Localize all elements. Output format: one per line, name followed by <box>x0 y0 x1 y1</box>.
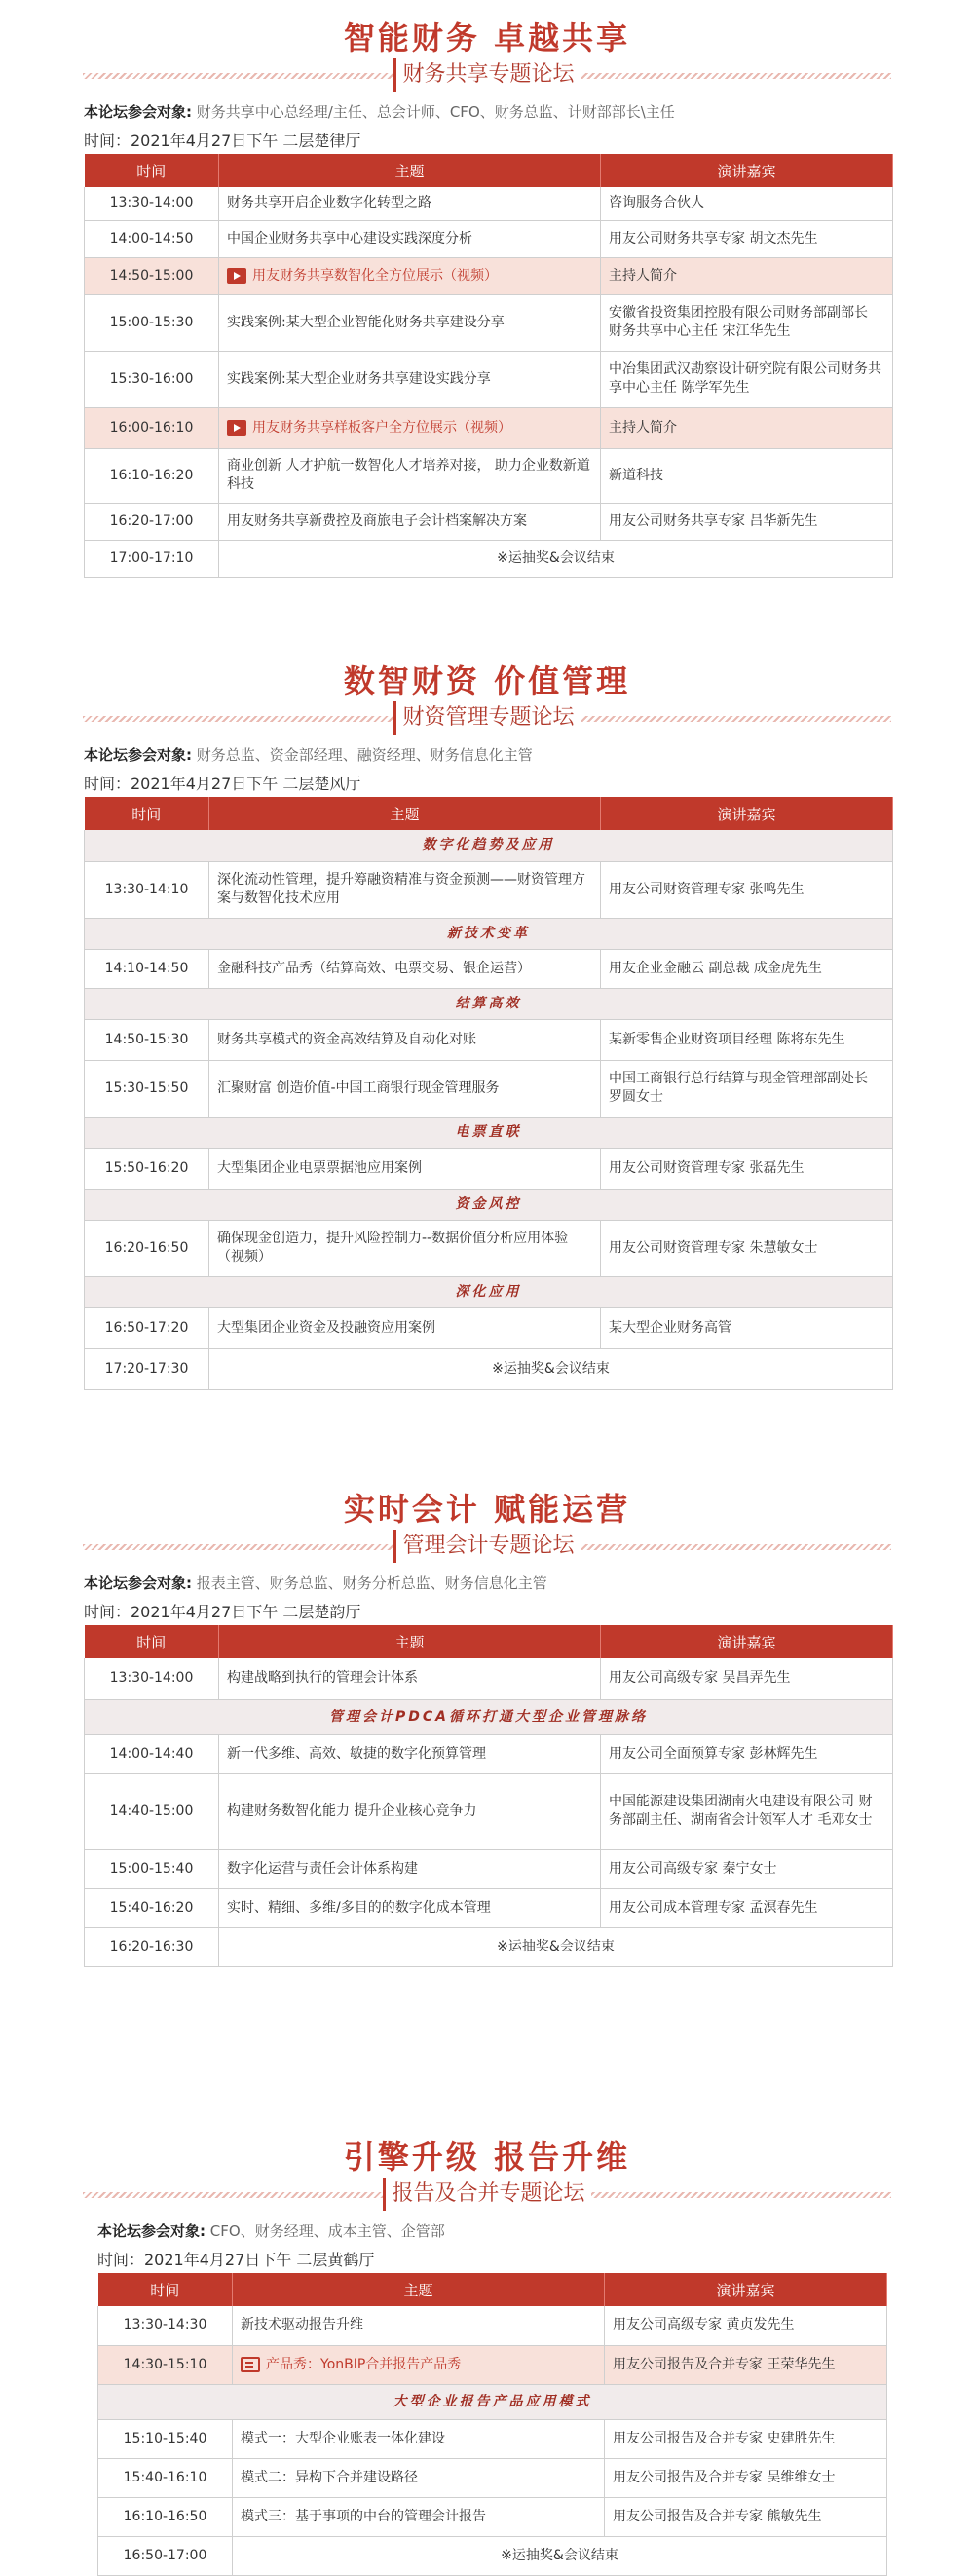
table-row <box>85 1734 893 1773</box>
row-topic: 财务共享模式的资金高效结算及自动化对账 <box>209 1019 601 1060</box>
table-row <box>85 1888 893 1927</box>
row-time: 16:10-16:20 <box>85 448 219 503</box>
row-speaker: 用友公司财资管理专家 张鸣先生 <box>601 861 893 918</box>
row-time: 17:00-17:10 <box>85 540 219 577</box>
header-speaker: 演讲嘉宾 <box>605 2273 887 2306</box>
category-label: 电票直联 <box>85 1117 893 1148</box>
header-topic: 主题 <box>219 154 601 187</box>
row-speaker: 用友公司全面预算专家 彭林辉先生 <box>601 1734 893 1773</box>
header-topic: 主题 <box>233 2273 605 2306</box>
row-speaker: 用友公司财务共享专家 胡文杰先生 <box>601 220 893 257</box>
header-topic: 主题 <box>209 797 601 830</box>
row-time: 16:50-17:20 <box>85 1307 209 1348</box>
table-header-row <box>85 797 893 830</box>
table-row-video <box>85 407 893 448</box>
header-topic: 主题 <box>219 1625 601 1658</box>
row-time: 15:30-16:00 <box>85 351 219 407</box>
table-row <box>85 351 893 407</box>
category-row <box>85 1117 893 1148</box>
row-speaker: 用友公司财资管理专家 张磊先生 <box>601 1148 893 1189</box>
table-row <box>85 861 893 918</box>
forum-title: 实时会计 赋能运营 <box>343 1491 631 1528</box>
product-show-icon <box>241 2357 260 2372</box>
row-speaker: 主持人简介 <box>601 257 893 294</box>
row-topic: 模式二：异构下合并建设路径 <box>233 2458 605 2497</box>
row-topic: 数字化运营与责任会计体系构建 <box>219 1849 601 1888</box>
row-topic: 汇聚财富 创造价值-中国工商银行现金管理服务 <box>209 1060 601 1117</box>
row-time: 17:20-17:30 <box>85 1348 209 1389</box>
row-speaker: 用友公司高级专家 吴昌弄先生 <box>601 1658 893 1699</box>
audience-line <box>97 2220 974 2246</box>
table-header-row <box>85 1625 893 1658</box>
row-time: 14:00-14:40 <box>85 1734 219 1773</box>
row-time: 15:50-16:20 <box>85 1148 209 1189</box>
row-topic: 财务共享开启企业数字化转型之路 <box>219 187 601 220</box>
row-time: 14:30-15:10 <box>98 2345 233 2384</box>
table-row <box>85 448 893 503</box>
category-label: 大型企业报告产品应用模式 <box>98 2384 887 2419</box>
audience-line <box>84 101 974 127</box>
table-row <box>85 1773 893 1849</box>
audience-label: 本论坛参会对象: <box>84 103 192 121</box>
forum-title: 引擎升级 报告升维 <box>343 2139 631 2176</box>
row-speaker: 用友公司报告及合并专家 吴维维女士 <box>605 2458 887 2497</box>
agenda-table <box>84 797 893 1390</box>
row-time: 15:00-15:30 <box>85 294 219 351</box>
row-time: 14:50-15:00 <box>85 257 219 294</box>
row-topic: 新技术驱动报告升维 <box>233 2306 605 2345</box>
forum-section-3 <box>0 1471 974 2119</box>
table-row <box>98 2458 887 2497</box>
row-topic: 大型集团企业电票票据池应用案例 <box>209 1148 601 1189</box>
category-label: 结算高效 <box>85 988 893 1019</box>
audience-value: CFO、财务经理、成本主管、企管部 <box>209 2222 445 2240</box>
audience-value: 报表主管、财务总监、财务分析总监、财务信息化主管 <box>196 1574 547 1592</box>
row-speaker: 用友公司高级专家 秦宁女士 <box>601 1849 893 1888</box>
table-row <box>85 1307 893 1348</box>
table-row <box>85 1658 893 1699</box>
row-topic: 实践案例:某大型企业智能化财务共享建设分享 <box>219 294 601 351</box>
row-topic: 新一代多维、高效、敏捷的数字化预算管理 <box>219 1734 601 1773</box>
category-row <box>85 988 893 1019</box>
table-row <box>85 1060 893 1117</box>
row-time: 16:10-16:50 <box>98 2497 233 2536</box>
table-row <box>85 503 893 540</box>
table-row-video <box>85 257 893 294</box>
row-speaker: 用友公司成本管理专家 孟溟春先生 <box>601 1888 893 1927</box>
row-time: 15:10-15:40 <box>98 2419 233 2458</box>
audience-value: 财务共享中心总经理/主任、总会计师、CFO、财务总监、计财部部长\主任 <box>196 103 675 121</box>
row-topic: 实践案例:某大型企业财务共享建设实践分享 <box>219 351 601 407</box>
row-time: 15:40-16:20 <box>85 1888 219 1927</box>
row-speaker: 新道科技 <box>601 448 893 503</box>
row-topic-text: 用友财务共享样板客户全方位展示（视频） <box>252 419 511 436</box>
table-row <box>85 187 893 220</box>
category-label: 数字化趋势及应用 <box>85 830 893 861</box>
row-topic-text: 用友财务共享数智化全方位展示（视频） <box>252 267 498 284</box>
category-row <box>98 2384 887 2419</box>
row-time: 14:40-15:00 <box>85 1773 219 1849</box>
row-topic: 金融科技产品秀（结算高效、电票交易、银企运营） <box>209 949 601 988</box>
header-speaker: 演讲嘉宾 <box>601 154 893 187</box>
table-row <box>85 1148 893 1189</box>
row-topic <box>219 257 601 294</box>
row-time: 14:50-15:30 <box>85 1019 209 1060</box>
row-topic <box>233 2345 605 2384</box>
category-row <box>85 1189 893 1220</box>
forum-time: 时间：2021年4月27日下午 二层黄鹤厅 <box>97 2251 375 2269</box>
header-speaker: 演讲嘉宾 <box>601 797 893 830</box>
forum-title: 数智财资 价值管理 <box>343 663 631 700</box>
table-row <box>85 1849 893 1888</box>
row-speaker: 中国能源建设集团湖南火电建设有限公司 财务部副主任、湖南省会计领军人才 毛邓女士 <box>601 1773 893 1849</box>
row-time: 16:00-16:10 <box>85 407 219 448</box>
forum-subtitle: 管理会计专题论坛 <box>393 1530 580 1563</box>
row-speaker: 用友公司财务共享专家 吕华新先生 <box>601 503 893 540</box>
audience-label: 本论坛参会对象: <box>97 2222 206 2240</box>
end-text: ※运抽奖&会议结束 <box>219 1927 893 1966</box>
category-row <box>85 1699 893 1734</box>
audience-line <box>84 1572 974 1598</box>
category-label: 深化应用 <box>85 1276 893 1307</box>
table-header-row <box>85 154 893 187</box>
row-time: 13:30-14:00 <box>85 187 219 220</box>
row-time: 14:00-14:50 <box>85 220 219 257</box>
table-row <box>98 2497 887 2536</box>
forum-subtitle-bar <box>83 1530 891 1563</box>
header-time: 时间 <box>98 2273 233 2306</box>
category-row <box>85 830 893 861</box>
row-speaker: 主持人简介 <box>601 407 893 448</box>
table-row <box>85 1019 893 1060</box>
forum-section-1 <box>0 0 974 643</box>
row-topic: 深化流动性管理，提升筹融资精准与资金预测——财资管理方案与数智化技术应用 <box>209 861 601 918</box>
forum-subtitle-bar <box>83 58 891 92</box>
forum-subtitle: 财资管理专题论坛 <box>393 701 580 735</box>
table-row-product <box>98 2345 887 2384</box>
row-speaker: 安徽省投资集团控股有限公司财务部副部长 财务共享中心主任 宋江华先生 <box>601 294 893 351</box>
category-row <box>85 1276 893 1307</box>
row-topic: 中国企业财务共享中心建设实践深度分析 <box>219 220 601 257</box>
row-topic-text: 产品秀：YonBIP合并报告产品秀 <box>266 2356 462 2372</box>
row-speaker: 咨询服务合伙人 <box>601 187 893 220</box>
table-row <box>98 2419 887 2458</box>
category-label: 资金风控 <box>85 1189 893 1220</box>
row-topic: 构建财务数智化能力 提升企业核心竞争力 <box>219 1773 601 1849</box>
row-topic: 构建战略到执行的管理会计体系 <box>219 1658 601 1699</box>
row-speaker: 用友公司财资管理专家 朱慧敏女士 <box>601 1220 893 1276</box>
table-row-end <box>85 540 893 577</box>
agenda-table <box>84 1625 893 1967</box>
header-time: 时间 <box>85 797 209 830</box>
forum-subtitle-bar <box>83 2178 891 2211</box>
row-time: 13:30-14:10 <box>85 861 209 918</box>
row-topic: 商业创新 人才护航一数智化人才培养对接， 助力企业数新道科技 <box>219 448 601 503</box>
row-time: 13:30-14:00 <box>85 1658 219 1699</box>
row-topic: 大型集团企业资金及投融资应用案例 <box>209 1307 601 1348</box>
forum-subtitle: 报告及合并专题论坛 <box>383 2178 590 2211</box>
row-speaker: 用友公司报告及合并专家 王荣华先生 <box>605 2345 887 2384</box>
row-speaker: 用友公司报告及合并专家 熊敏先生 <box>605 2497 887 2536</box>
category-label: 管理会计PDCA循环打通大型企业管理脉络 <box>85 1699 893 1734</box>
row-speaker: 用友公司高级专家 黄贞发先生 <box>605 2306 887 2345</box>
table-row <box>85 1220 893 1276</box>
row-speaker: 用友企业金融云 副总裁 成金虎先生 <box>601 949 893 988</box>
video-play-icon <box>227 420 246 436</box>
row-time: 15:30-15:50 <box>85 1060 209 1117</box>
table-row <box>85 294 893 351</box>
forum-title: 智能财务 卓越共享 <box>343 19 631 57</box>
table-row-end <box>98 2536 887 2575</box>
header-time: 时间 <box>85 154 219 187</box>
audience-label: 本论坛参会对象: <box>84 746 192 764</box>
end-text: ※运抽奖&会议结束 <box>219 540 893 577</box>
row-speaker: 某大型企业财务高管 <box>601 1307 893 1348</box>
agenda-table <box>97 2273 887 2576</box>
row-speaker: 中冶集团武汉勘察设计研究院有限公司财务共享中心主任 陈学军先生 <box>601 351 893 407</box>
row-speaker: 某新零售企业财资项目经理 陈将东先生 <box>601 1019 893 1060</box>
forum-time: 时间：2021年4月27日下午 二层楚风厅 <box>84 775 361 793</box>
category-row <box>85 918 893 949</box>
row-time: 15:00-15:40 <box>85 1849 219 1888</box>
video-play-icon <box>227 268 246 284</box>
row-topic: 确保现金创造力，提升风险控制力--数据价值分析应用体验（视频） <box>209 1220 601 1276</box>
row-speaker: 用友公司报告及合并专家 史建胜先生 <box>605 2419 887 2458</box>
row-topic <box>219 407 601 448</box>
row-time: 13:30-14:30 <box>98 2306 233 2345</box>
row-time: 16:20-16:50 <box>85 1220 209 1276</box>
row-topic: 用友财务共享新费控及商旅电子会计档案解决方案 <box>219 503 601 540</box>
row-topic: 实时、精细、多维/多目的的数字化成本管理 <box>219 1888 601 1927</box>
forum-section-2 <box>0 643 974 1471</box>
row-topic: 模式三：基于事项的中台的管理会计报告 <box>233 2497 605 2536</box>
row-time: 15:40-16:10 <box>98 2458 233 2497</box>
row-time: 14:10-14:50 <box>85 949 209 988</box>
end-text: ※运抽奖&会议结束 <box>209 1348 893 1389</box>
row-speaker: 中国工商银行总行结算与现金管理部副处长 罗圆女士 <box>601 1060 893 1117</box>
table-row-end <box>85 1348 893 1389</box>
table-header-row <box>98 2273 887 2306</box>
row-time: 16:50-17:00 <box>98 2536 233 2575</box>
forum-time: 时间：2021年4月27日下午 二层楚韵厅 <box>84 1603 361 1621</box>
forum-time: 时间：2021年4月27日下午 二层楚律厅 <box>84 132 361 150</box>
table-row <box>85 949 893 988</box>
table-row <box>98 2306 887 2345</box>
header-speaker: 演讲嘉宾 <box>601 1625 893 1658</box>
table-row-end <box>85 1927 893 1966</box>
forum-subtitle-bar <box>83 701 891 735</box>
forum-subtitle: 财务共享专题论坛 <box>393 58 580 92</box>
row-time: 16:20-17:00 <box>85 503 219 540</box>
row-time: 16:20-16:30 <box>85 1927 219 1966</box>
table-row <box>85 220 893 257</box>
forum-section-4 <box>0 2119 974 2563</box>
category-label: 新技术变革 <box>85 918 893 949</box>
end-text: ※运抽奖&会议结束 <box>233 2536 887 2575</box>
audience-line <box>84 744 974 770</box>
agenda-table <box>84 154 893 578</box>
header-time: 时间 <box>85 1625 219 1658</box>
row-topic: 模式一：大型企业账表一体化建设 <box>233 2419 605 2458</box>
audience-label: 本论坛参会对象: <box>84 1574 192 1592</box>
audience-value: 财务总监、资金部经理、融资经理、财务信息化主管 <box>196 746 533 764</box>
